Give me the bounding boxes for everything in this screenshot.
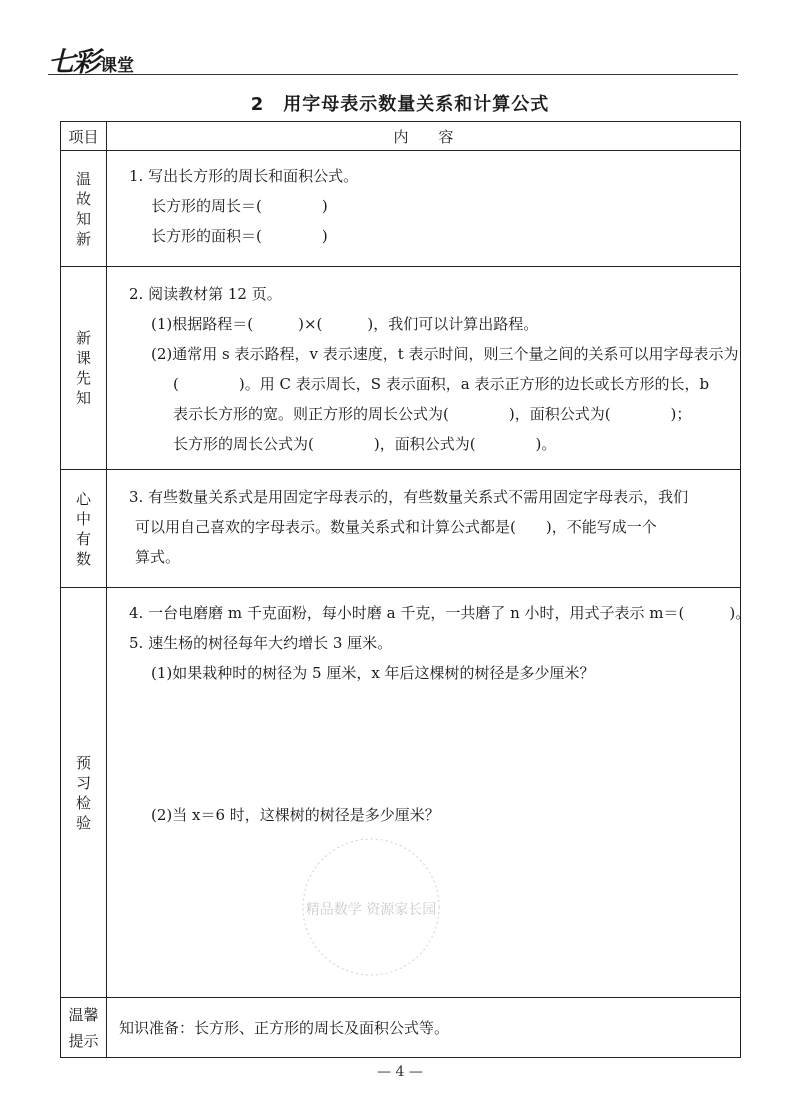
question-2-part-2-line-4: 长方形的周长公式为( )，面积公式为( )。 — [173, 435, 557, 453]
tip-row — [61, 998, 741, 1058]
mind-content — [107, 470, 741, 588]
question-2-part-1: (1)根据路程＝( )×( )，我们可以计算出路程。 — [151, 315, 539, 333]
logo-sub-text: 课堂 — [100, 56, 134, 76]
preview-content — [107, 267, 741, 470]
review-row — [61, 151, 741, 267]
watermark-stamp — [296, 832, 446, 982]
question-2-part-2-line-2: ( )。用 C 表示周长，S 表示面积，a 表示正方形的边长或长方形的长，b — [173, 375, 710, 393]
review-label: 温 故 知 新 — [61, 151, 107, 267]
table-header-row — [61, 122, 741, 151]
question-3-line-2: 可以用自己喜欢的字母表示。数量关系式和计算公式都是( )，不能写成一个 — [135, 518, 657, 536]
question-4: 4. 一台电磨磨 m 千克面粉，每小时磨 a 千克，一共磨了 n 小时，用式子表示 m＝( )。 — [129, 604, 751, 622]
logo-main-text: 七彩 — [48, 47, 98, 78]
question-5-part-2: (2)当 x＝6 时，这棵树的树径是多少厘米？ — [151, 806, 440, 824]
answer-space-1 — [129, 688, 728, 800]
preview-label: 新 课 先 知 — [61, 267, 107, 470]
question-2-part-2-line-3: 表示长方形的宽。则正方形的周长公式为( )，面积公式为( )； — [173, 405, 692, 423]
perimeter-formula-blank: 长方形的周长＝( ) — [151, 197, 328, 215]
area-formula-blank: 长方形的面积＝( ) — [151, 227, 328, 245]
question-5-part-1: (1)如果栽种时的树径为 5 厘米，x 年后这棵树的树径是多少厘米？ — [151, 664, 595, 682]
tip-label: 温馨 提示 — [61, 998, 107, 1058]
header-content: 内 容 — [107, 122, 741, 151]
watermark-text: 精品数学 资源家长园 — [305, 902, 437, 918]
tip-text: 知识准备：长方形、正方形的周长及面积公式等。 — [119, 1018, 450, 1037]
check-label: 预 习 检 验 — [61, 588, 107, 998]
review-content — [107, 151, 741, 267]
question-2: 2. 阅读教材第 12 页。 — [129, 285, 282, 303]
page-title: 2 用字母表示数量关系和计算公式 — [250, 94, 550, 115]
page-number: — 4 — — [377, 1064, 423, 1080]
question-1: 1. 写出长方形的周长和面积公式。 — [129, 167, 359, 185]
question-3-line-3: 算式。 — [135, 548, 181, 566]
preview-row — [61, 267, 741, 470]
mind-row — [61, 470, 741, 588]
question-5: 5. 速生杨的树径每年大约增长 3 厘米。 — [129, 634, 393, 652]
question-3-line-1: 3. 有些数量关系式是用固定字母表示的，有些数量关系式不需用固定字母表示，我们 — [129, 488, 689, 506]
tip-content — [107, 998, 741, 1058]
mind-label: 心 中 有 数 — [61, 470, 107, 588]
question-2-part-2-line-1: (2)通常用 s 表示路程，v 表示速度，t 表示时间，则三个量之间的关系可以用字母表示为 — [151, 345, 739, 363]
header-item: 项目 — [61, 122, 107, 151]
header-rule — [48, 74, 738, 75]
